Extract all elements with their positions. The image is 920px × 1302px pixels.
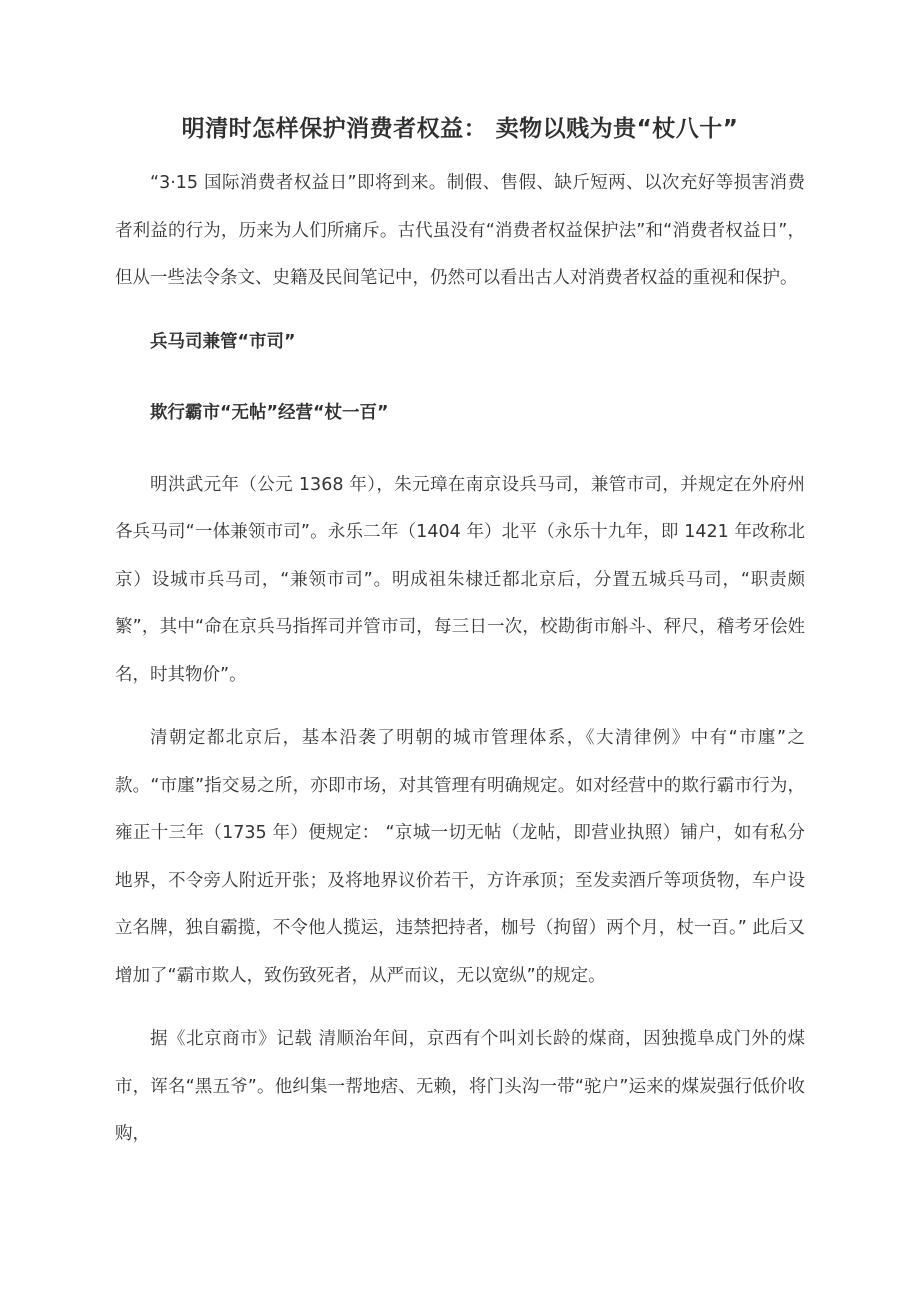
paragraph-beijing-market: 据《北京商市》记载 清顺治年间，京西有个叫刘长龄的煤商，因独揽阜成门外的煤市，诨名“黑五爷”。他纠集一帮地痞、无赖，将门头沟一带“驼户”运来的煤炭强行低价收购， (115, 1029, 805, 1144)
subheading-bingmasi: 兵马司兼管“市司” (150, 331, 296, 352)
paragraph-qing-dynasty: 清朝定都北京后，基本沿袭了明朝的城市管理体系，《大清律例》中有“市廛”之款。“市廛”指交易之所，亦即市场，对其管理有明确规定。如对经营中的欺行霸市行为，雍正十三年（1735 年）便规定： “京城一切无帖（龙帖，即营业执照）铺户，如有私分地界，不令旁人附近开张；及将地界议价若干，方许承顶；至发卖酒斤等项货物，车户设立名牌，独自霸揽，不令他人揽运，违禁把持者，枷号（拘留）两个月，杖一百。” 此后又增加了“霸市欺人，致伤致死者，从严而议，无以宽纵”的规定。 (115, 728, 805, 986)
subheading-qixingbashi: 欺行霸市“无帖”经营“杖一百” (150, 403, 389, 423)
paragraph-intro: “3·15 国际消费者权益日”即将到来。制假、售假、缺斤短两、以次充好等损害消费者利益的行为，历来为人们所痛斥。古代虽没有“消费者权益保护法”和“消费者权益日”，但从一些法令条文、史籍及民间笔记中，仍然可以看出古人对消费者权益的重视和保护。 (115, 173, 805, 288)
document-title: 明清时怎样保护消费者权益： 卖物以贱为贵“杖八十” (181, 116, 739, 142)
paragraph-ming-dynasty: 明洪武元年（公元 1368 年），朱元璋在南京设兵马司，兼管市司，并规定在外府州各兵马司“一体兼领市司”。永乐二年（1404 年）北平（永乐十九年，即 1421 年改称北京）设城市兵马司，“兼领市司”。明成祖朱棣迁都北京后，分置五城兵马司，“职责颇繁”，其中“命在京兵马指挥司并管市司，每三日一次，校勘街市斛斗、秤尺，稽考牙侩姓名，时其物价”。 (115, 474, 805, 685)
